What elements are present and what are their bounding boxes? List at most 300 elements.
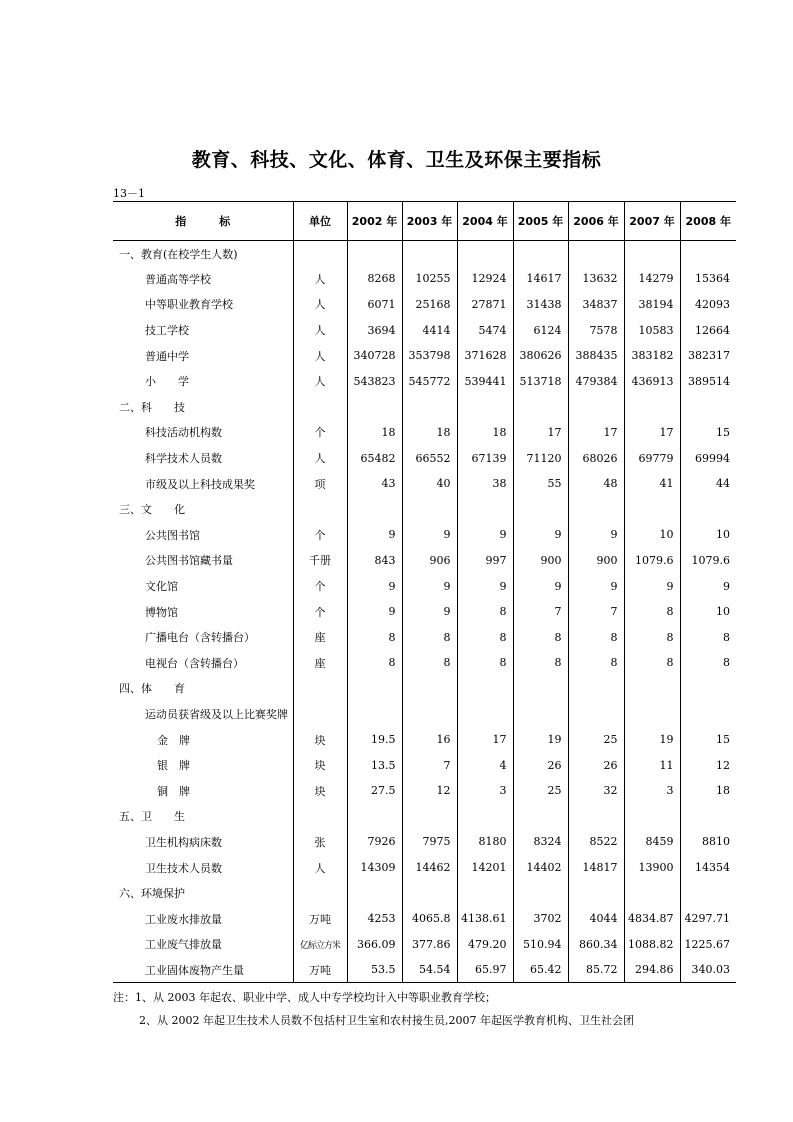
value-cell: 14309 xyxy=(347,855,402,881)
table-row xyxy=(113,420,736,446)
table-code: 13－1 xyxy=(113,187,145,200)
value-cell: 1225.67 xyxy=(680,932,736,958)
value-cell xyxy=(457,676,513,702)
value-cell: 18 xyxy=(402,420,457,446)
value-cell: 68026 xyxy=(568,445,624,471)
value-cell: 366.09 xyxy=(347,932,402,958)
unit-cell xyxy=(293,804,347,830)
value-cell: 8180 xyxy=(457,829,513,855)
value-cell: 545772 xyxy=(402,368,457,394)
value-cell: 25 xyxy=(568,727,624,753)
value-cell: 17 xyxy=(624,420,680,446)
value-cell: 12924 xyxy=(457,266,513,292)
value-cell: 8810 xyxy=(680,829,736,855)
value-cell: 43 xyxy=(347,471,402,497)
unit-cell: 块 xyxy=(293,727,347,753)
value-cell: 19 xyxy=(513,727,568,753)
unit-cell xyxy=(293,496,347,522)
value-cell: 5474 xyxy=(457,317,513,343)
value-cell: 8324 xyxy=(513,829,568,855)
value-cell xyxy=(457,880,513,906)
table-row xyxy=(113,599,736,625)
value-cell xyxy=(347,701,402,727)
value-cell xyxy=(568,676,624,702)
value-cell: 9 xyxy=(402,573,457,599)
value-cell xyxy=(624,676,680,702)
table-row xyxy=(113,522,736,548)
value-cell: 11 xyxy=(624,752,680,778)
indicator-name: 四、体 育 xyxy=(119,682,185,696)
value-cell: 997 xyxy=(457,548,513,574)
indicator-name: 金 牌 xyxy=(157,733,190,747)
value-cell: 8 xyxy=(347,650,402,676)
value-cell: 18 xyxy=(347,420,402,446)
indicator-name: 二、科 技 xyxy=(119,400,185,414)
unit-cell xyxy=(293,676,347,702)
value-cell: 8268 xyxy=(347,266,402,292)
value-cell: 69994 xyxy=(680,445,736,471)
value-cell: 371628 xyxy=(457,343,513,369)
value-cell xyxy=(680,701,736,727)
value-cell xyxy=(457,394,513,420)
value-cell: 14354 xyxy=(680,855,736,881)
header-year: 2002 年 xyxy=(347,202,402,241)
value-cell: 18 xyxy=(680,778,736,804)
indicator-name: 三、文 化 xyxy=(119,503,185,517)
unit-cell: 块 xyxy=(293,752,347,778)
value-cell xyxy=(347,241,402,267)
indicator-name: 中等职业教育学校 xyxy=(145,298,233,312)
indicator-name: 卫生技术人员数 xyxy=(145,861,222,875)
unit-cell: 人 xyxy=(293,266,347,292)
value-cell: 10 xyxy=(680,522,736,548)
value-cell: 380626 xyxy=(513,343,568,369)
value-cell: 40 xyxy=(402,471,457,497)
value-cell xyxy=(402,394,457,420)
unit-cell: 人 xyxy=(293,445,347,471)
value-cell xyxy=(568,394,624,420)
value-cell: 6071 xyxy=(347,292,402,318)
unit-cell: 个 xyxy=(293,573,347,599)
table-row xyxy=(113,624,736,650)
footnote-2: 2、从 2002 年起卫生技术人员数不包括村卫生室和农村接生员,2007 年起医学教育机构、卫生社会团 xyxy=(139,1014,634,1027)
indicator-name: 一、教育(在校学生人数) xyxy=(119,247,238,261)
value-cell: 4297.71 xyxy=(680,906,736,932)
value-cell: 4138.61 xyxy=(457,906,513,932)
value-cell: 10583 xyxy=(624,317,680,343)
value-cell: 9 xyxy=(402,522,457,548)
header-year: 2008 年 xyxy=(680,202,736,241)
header-year: 2004 年 xyxy=(457,202,513,241)
value-cell: 10 xyxy=(680,599,736,625)
section-row xyxy=(113,676,736,702)
value-cell: 8 xyxy=(457,599,513,625)
value-cell xyxy=(624,804,680,830)
value-cell: 8 xyxy=(624,650,680,676)
value-cell xyxy=(402,676,457,702)
value-cell: 66552 xyxy=(402,445,457,471)
value-cell xyxy=(568,804,624,830)
section-row xyxy=(113,394,736,420)
value-cell xyxy=(513,394,568,420)
value-cell: 8 xyxy=(513,624,568,650)
value-cell xyxy=(568,241,624,267)
value-cell: 389514 xyxy=(680,368,736,394)
value-cell: 9 xyxy=(457,522,513,548)
value-cell xyxy=(680,880,736,906)
value-cell: 8 xyxy=(624,599,680,625)
value-cell: 4414 xyxy=(402,317,457,343)
value-cell: 4065.8 xyxy=(402,906,457,932)
indicator-name: 电视台（含转播台） xyxy=(145,656,244,670)
value-cell: 69779 xyxy=(624,445,680,471)
table-row xyxy=(113,368,736,394)
unit-cell: 人 xyxy=(293,368,347,394)
table-row xyxy=(113,778,736,804)
value-cell xyxy=(513,880,568,906)
unit-cell: 万吨 xyxy=(293,957,347,983)
value-cell: 7926 xyxy=(347,829,402,855)
value-cell xyxy=(624,394,680,420)
footnotes xyxy=(113,986,753,1032)
value-cell: 65482 xyxy=(347,445,402,471)
unit-cell: 个 xyxy=(293,599,347,625)
unit-cell: 座 xyxy=(293,650,347,676)
value-cell xyxy=(513,241,568,267)
indicator-name: 广播电台（含转播台） xyxy=(145,631,255,645)
value-cell: 27.5 xyxy=(347,778,402,804)
value-cell: 38194 xyxy=(624,292,680,318)
table-row xyxy=(113,548,736,574)
value-cell: 13632 xyxy=(568,266,624,292)
value-cell: 65.42 xyxy=(513,957,568,983)
table-row xyxy=(113,829,736,855)
indicator-name: 五、卫 生 xyxy=(119,810,185,824)
indicator-name: 博物馆 xyxy=(145,605,178,619)
indicator-name: 六、环境保护 xyxy=(119,887,185,901)
indicators-table xyxy=(113,201,736,983)
value-cell: 906 xyxy=(402,548,457,574)
unit-cell xyxy=(293,880,347,906)
value-cell: 7 xyxy=(513,599,568,625)
indicator-name: 公共图书馆 xyxy=(145,528,200,542)
unit-cell: 个 xyxy=(293,420,347,446)
value-cell: 19.5 xyxy=(347,727,402,753)
value-cell: 12 xyxy=(402,778,457,804)
section-row xyxy=(113,880,736,906)
value-cell: 53.5 xyxy=(347,957,402,983)
value-cell xyxy=(402,880,457,906)
value-cell: 44 xyxy=(680,471,736,497)
unit-cell: 人 xyxy=(293,317,347,343)
value-cell: 8 xyxy=(568,650,624,676)
value-cell: 71120 xyxy=(513,445,568,471)
value-cell xyxy=(568,880,624,906)
value-cell xyxy=(457,804,513,830)
table-row xyxy=(113,906,736,932)
unit-cell: 块 xyxy=(293,778,347,804)
value-cell: 340728 xyxy=(347,343,402,369)
value-cell xyxy=(624,241,680,267)
value-cell: 388435 xyxy=(568,343,624,369)
value-cell xyxy=(457,701,513,727)
header-year: 2006 年 xyxy=(568,202,624,241)
value-cell: 34837 xyxy=(568,292,624,318)
indicator-name: 运动员获省级及以上比赛奖牌 xyxy=(145,707,288,721)
value-cell: 9 xyxy=(513,522,568,548)
value-cell: 67139 xyxy=(457,445,513,471)
table-row xyxy=(113,957,736,983)
table-row xyxy=(113,317,736,343)
unit-cell: 个 xyxy=(293,522,347,548)
value-cell: 14201 xyxy=(457,855,513,881)
value-cell: 3 xyxy=(624,778,680,804)
value-cell xyxy=(347,394,402,420)
value-cell: 7 xyxy=(568,599,624,625)
table-row xyxy=(113,343,736,369)
value-cell: 843 xyxy=(347,548,402,574)
unit-cell: 万吨 xyxy=(293,906,347,932)
indicator-name: 技工学校 xyxy=(145,324,189,338)
unit-cell xyxy=(293,701,347,727)
value-cell: 8 xyxy=(457,650,513,676)
table-row xyxy=(113,573,736,599)
value-cell: 4 xyxy=(457,752,513,778)
value-cell: 14817 xyxy=(568,855,624,881)
value-cell: 48 xyxy=(568,471,624,497)
value-cell xyxy=(568,701,624,727)
table-row xyxy=(113,701,736,727)
header-year: 2003 年 xyxy=(402,202,457,241)
value-cell: 8 xyxy=(624,624,680,650)
value-cell: 8 xyxy=(513,650,568,676)
value-cell: 4253 xyxy=(347,906,402,932)
value-cell: 8 xyxy=(680,650,736,676)
value-cell: 383182 xyxy=(624,343,680,369)
value-cell: 15364 xyxy=(680,266,736,292)
section-row xyxy=(113,804,736,830)
value-cell xyxy=(513,676,568,702)
value-cell: 3 xyxy=(457,778,513,804)
page-title: 教育、科技、文化、体育、卫生及环保主要指标 xyxy=(191,149,602,171)
value-cell: 25 xyxy=(513,778,568,804)
value-cell: 9 xyxy=(624,573,680,599)
footnote-1: 注：1、从 2003 年起农、职业中学、成人中专学校均计入中等职业教育学校； xyxy=(113,991,496,1004)
unit-cell: 张 xyxy=(293,829,347,855)
value-cell: 17 xyxy=(457,727,513,753)
value-cell: 26 xyxy=(513,752,568,778)
unit-cell xyxy=(293,241,347,267)
value-cell: 7975 xyxy=(402,829,457,855)
value-cell: 27871 xyxy=(457,292,513,318)
indicator-name: 银 牌 xyxy=(157,759,190,773)
value-cell xyxy=(624,701,680,727)
value-cell: 8 xyxy=(402,624,457,650)
value-cell: 8 xyxy=(568,624,624,650)
value-cell: 25168 xyxy=(402,292,457,318)
value-cell: 543823 xyxy=(347,368,402,394)
value-cell: 7 xyxy=(402,752,457,778)
value-cell: 19 xyxy=(624,727,680,753)
value-cell xyxy=(513,701,568,727)
value-cell xyxy=(402,241,457,267)
value-cell xyxy=(680,496,736,522)
value-cell: 17 xyxy=(513,420,568,446)
value-cell: 8 xyxy=(457,624,513,650)
value-cell: 14617 xyxy=(513,266,568,292)
indicator-name: 文化馆 xyxy=(145,580,178,594)
value-cell: 7578 xyxy=(568,317,624,343)
value-cell: 9 xyxy=(457,573,513,599)
value-cell: 382317 xyxy=(680,343,736,369)
unit-cell: 座 xyxy=(293,624,347,650)
value-cell: 65.97 xyxy=(457,957,513,983)
value-cell xyxy=(624,496,680,522)
value-cell: 9 xyxy=(347,599,402,625)
value-cell xyxy=(457,496,513,522)
value-cell: 31438 xyxy=(513,292,568,318)
table-row xyxy=(113,752,736,778)
value-cell: 294.86 xyxy=(624,957,680,983)
value-cell: 12664 xyxy=(680,317,736,343)
value-cell: 900 xyxy=(513,548,568,574)
value-cell: 1079.6 xyxy=(624,548,680,574)
value-cell: 9 xyxy=(402,599,457,625)
value-cell: 14462 xyxy=(402,855,457,881)
value-cell: 15 xyxy=(680,420,736,446)
value-cell: 9 xyxy=(347,573,402,599)
table-row xyxy=(113,292,736,318)
value-cell xyxy=(624,880,680,906)
value-cell: 479.20 xyxy=(457,932,513,958)
table-header-row xyxy=(113,202,736,241)
table-row xyxy=(113,471,736,497)
value-cell: 353798 xyxy=(402,343,457,369)
value-cell: 38 xyxy=(457,471,513,497)
indicator-name: 铜 牌 xyxy=(157,784,190,798)
value-cell: 539441 xyxy=(457,368,513,394)
value-cell: 377.86 xyxy=(402,932,457,958)
value-cell: 340.03 xyxy=(680,957,736,983)
value-cell xyxy=(347,496,402,522)
unit-cell: 人 xyxy=(293,292,347,318)
value-cell xyxy=(347,804,402,830)
value-cell: 3694 xyxy=(347,317,402,343)
value-cell: 8 xyxy=(680,624,736,650)
value-cell xyxy=(568,496,624,522)
value-cell: 9 xyxy=(347,522,402,548)
table-row xyxy=(113,855,736,881)
unit-cell xyxy=(293,394,347,420)
section-row xyxy=(113,496,736,522)
indicator-name: 小 学 xyxy=(145,375,189,389)
indicator-name: 普通中学 xyxy=(145,349,189,363)
value-cell: 18 xyxy=(457,420,513,446)
section-row xyxy=(113,241,736,267)
value-cell: 513718 xyxy=(513,368,568,394)
value-cell: 860.34 xyxy=(568,932,624,958)
unit-cell: 人 xyxy=(293,855,347,881)
value-cell: 16 xyxy=(402,727,457,753)
value-cell: 85.72 xyxy=(568,957,624,983)
value-cell: 436913 xyxy=(624,368,680,394)
value-cell: 15 xyxy=(680,727,736,753)
value-cell: 510.94 xyxy=(513,932,568,958)
header-indicator: 指 标 xyxy=(113,202,293,241)
value-cell: 54.54 xyxy=(402,957,457,983)
value-cell xyxy=(680,394,736,420)
value-cell xyxy=(402,804,457,830)
indicator-name: 卫生机构病床数 xyxy=(145,835,222,849)
value-cell xyxy=(513,496,568,522)
value-cell: 3702 xyxy=(513,906,568,932)
value-cell xyxy=(347,676,402,702)
value-cell xyxy=(402,496,457,522)
value-cell: 9 xyxy=(568,522,624,548)
value-cell: 1079.6 xyxy=(680,548,736,574)
table-row xyxy=(113,932,736,958)
value-cell: 41 xyxy=(624,471,680,497)
value-cell: 9 xyxy=(513,573,568,599)
value-cell: 1088.82 xyxy=(624,932,680,958)
indicator-name: 普通高等学校 xyxy=(145,272,211,286)
table-row xyxy=(113,445,736,471)
value-cell: 32 xyxy=(568,778,624,804)
table-row xyxy=(113,650,736,676)
indicator-name: 科学技术人员数 xyxy=(145,452,222,466)
value-cell: 8 xyxy=(402,650,457,676)
value-cell: 13900 xyxy=(624,855,680,881)
value-cell: 26 xyxy=(568,752,624,778)
value-cell xyxy=(347,880,402,906)
value-cell: 10255 xyxy=(402,266,457,292)
value-cell xyxy=(513,804,568,830)
value-cell: 6124 xyxy=(513,317,568,343)
header-year: 2007 年 xyxy=(624,202,680,241)
value-cell: 12 xyxy=(680,752,736,778)
value-cell: 479384 xyxy=(568,368,624,394)
value-cell: 8 xyxy=(347,624,402,650)
value-cell: 55 xyxy=(513,471,568,497)
indicator-name: 工业固体废物产生量 xyxy=(113,957,293,983)
value-cell: 14279 xyxy=(624,266,680,292)
unit-cell: 人 xyxy=(293,343,347,369)
value-cell: 17 xyxy=(568,420,624,446)
table-row xyxy=(113,727,736,753)
value-cell: 9 xyxy=(568,573,624,599)
value-cell: 14402 xyxy=(513,855,568,881)
value-cell: 9 xyxy=(680,573,736,599)
value-cell: 13.5 xyxy=(347,752,402,778)
indicator-name: 科技活动机构数 xyxy=(145,426,222,440)
value-cell: 900 xyxy=(568,548,624,574)
indicator-name: 工业废水排放量 xyxy=(145,912,222,926)
value-cell: 42093 xyxy=(680,292,736,318)
header-year: 2005 年 xyxy=(513,202,568,241)
indicator-name: 工业废气排放量 xyxy=(145,938,222,952)
value-cell: 10 xyxy=(624,522,680,548)
indicator-name: 市级及以上科技成果奖 xyxy=(145,477,255,491)
value-cell: 8522 xyxy=(568,829,624,855)
value-cell: 4834.87 xyxy=(624,906,680,932)
value-cell: 4044 xyxy=(568,906,624,932)
value-cell: 8459 xyxy=(624,829,680,855)
value-cell xyxy=(680,676,736,702)
unit-cell: 项 xyxy=(293,471,347,497)
header-unit: 单位 xyxy=(293,202,347,241)
indicator-name: 公共图书馆藏书量 xyxy=(145,554,233,568)
value-cell xyxy=(680,241,736,267)
